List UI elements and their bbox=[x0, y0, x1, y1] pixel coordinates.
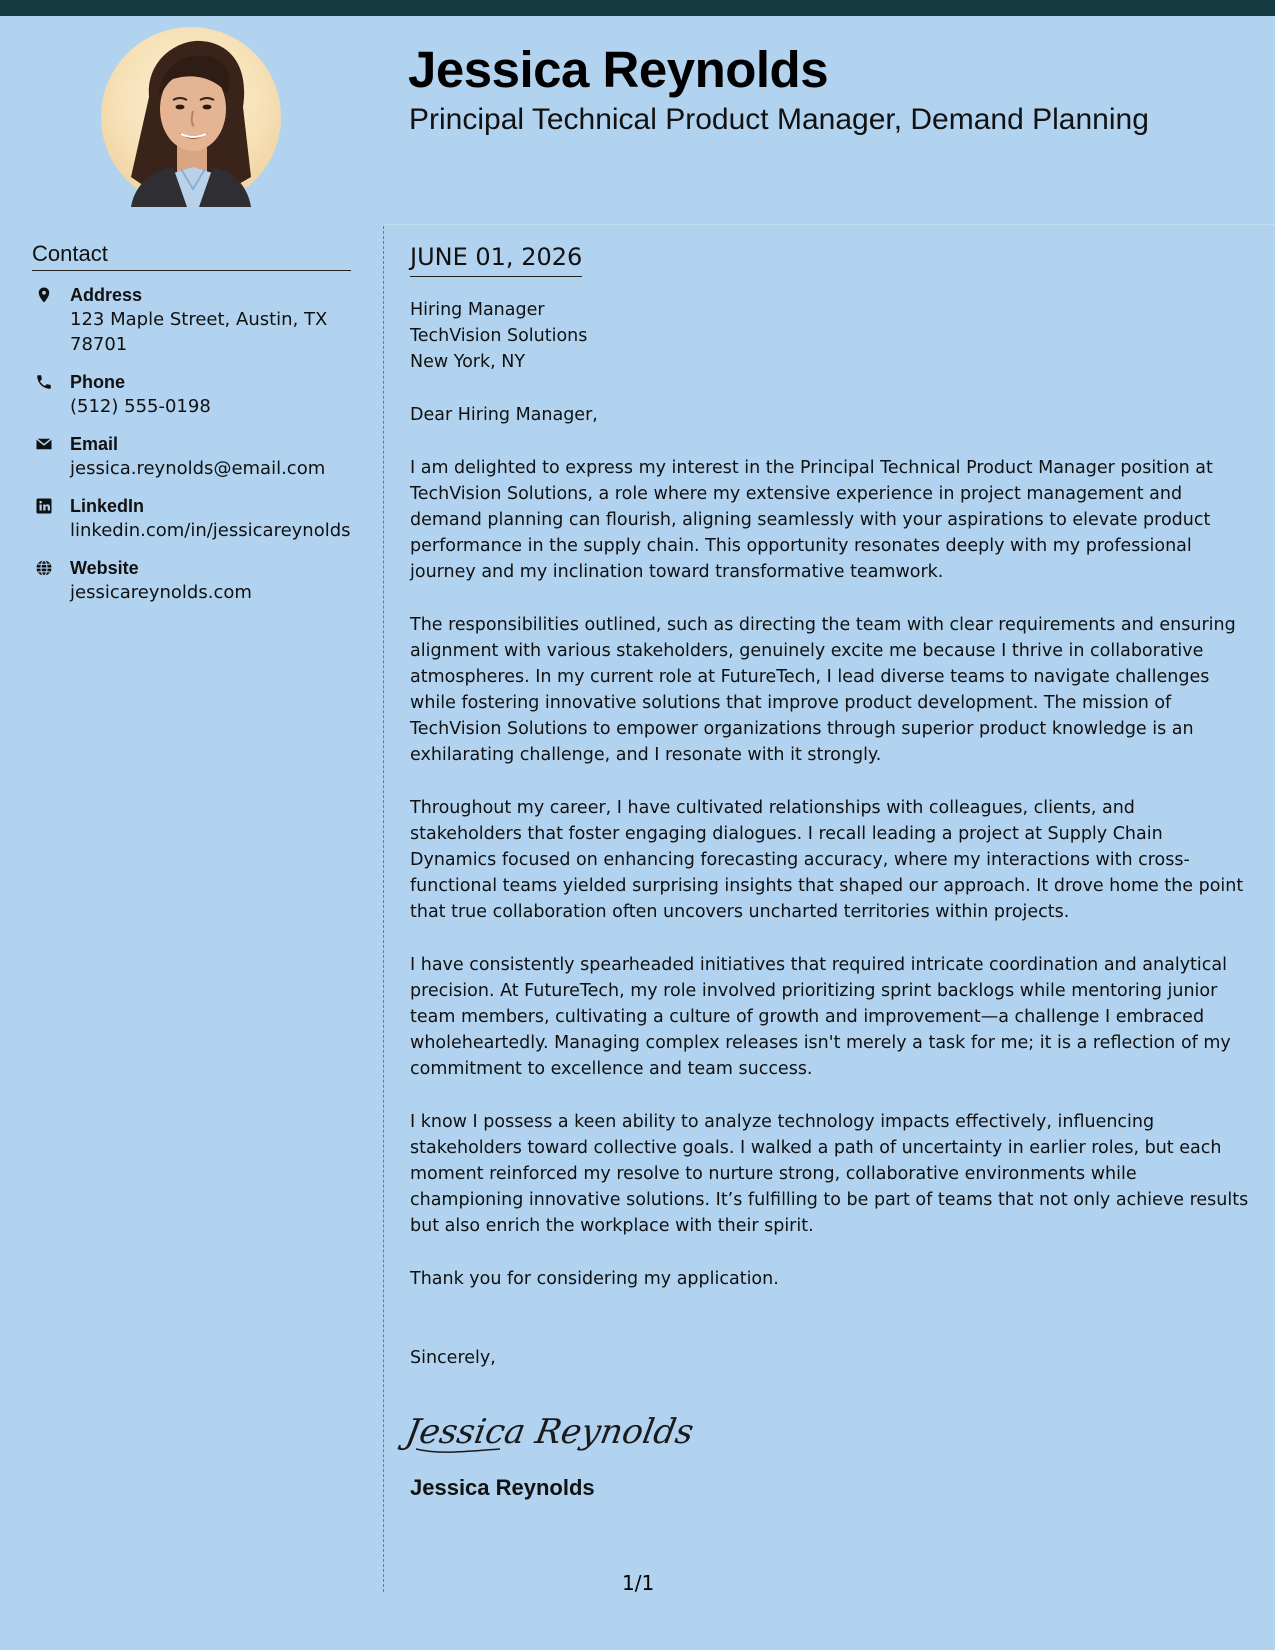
contact-phone bbox=[32, 370, 362, 419]
letter-body bbox=[402, 240, 1250, 1501]
contact-linkedin bbox=[32, 494, 362, 543]
address-label: Address bbox=[70, 285, 143, 305]
salutation: Dear Hiring Manager, bbox=[410, 405, 598, 425]
body-paragraph: Thank you for considering my application. bbox=[410, 1269, 779, 1289]
phone-icon bbox=[35, 373, 53, 391]
header-divider bbox=[384, 224, 1275, 225]
handwritten-signature bbox=[402, 1399, 1250, 1463]
contact-email bbox=[32, 432, 362, 481]
contact-address bbox=[32, 283, 362, 357]
profile-photo bbox=[101, 27, 281, 207]
location-pin-icon bbox=[35, 286, 53, 304]
recipient-line: TechVision Solutions bbox=[410, 326, 588, 346]
email-label: Email bbox=[70, 434, 119, 454]
signer-name: Jessica Reynolds bbox=[410, 1475, 595, 1500]
page-number: 1/1 bbox=[622, 1571, 655, 1595]
top-accent-bar bbox=[0, 0, 1275, 16]
contact-website bbox=[32, 556, 362, 605]
recipient-block bbox=[410, 297, 1250, 375]
address-value: 123 Maple Street, Austin, TX 78701 bbox=[70, 309, 328, 355]
body-paragraph: I know I possess a keen ability to analyze technology impacts effectively, influencing stakeholders toward collective goals. I walked a path of uncertainty in earlier roles, but each moment reinforced my resolve to nurture strong, collaborative environments while championing innovative solutions. It’s fulfilling to be part of teams that not only achieve results but also enrich the workplace with their spirit. bbox=[410, 1112, 1249, 1236]
applicant-name: Jessica Reynolds bbox=[408, 41, 829, 98]
body-paragraph: I have consistently spearheaded initiatives that required intricate coordination and analytical precision. At FutureTech, my role involved prioritizing sprint backlogs while mentoring junior team members, cultivating a culture of growth and improvement—a challenge I embraced wholeheartedly. Managing complex releases isn't merely a task for me; it is a reflection of my commitment to excellence and team success. bbox=[410, 955, 1231, 1079]
phone-label: Phone bbox=[70, 372, 126, 392]
letter-date: JUNE 01, 2026 bbox=[410, 240, 582, 277]
column-divider bbox=[383, 226, 384, 1592]
contact-list bbox=[32, 283, 362, 618]
phone-value: (512) 555-0198 bbox=[70, 396, 211, 417]
body-paragraph: I am delighted to express my interest in the Principal Technical Product Manager position at TechVision Solutions, a role where my extensive experience in project management and demand planning can flourish, aligning seamlessly with your aspirations to elevate product performance in the supply chain. This opportunity resonates deeply with my professional journey and my inclination toward transformative teamwork. bbox=[410, 458, 1213, 582]
applicant-job-title: Principal Technical Product Manager, Demand Planning bbox=[409, 103, 1149, 136]
website-value[interactable]: jessicareynolds.com bbox=[70, 582, 252, 603]
contact-heading: Contact bbox=[32, 241, 351, 271]
email-value[interactable]: jessica.reynolds@email.com bbox=[70, 458, 326, 479]
signature-text: Jessica Reynolds bbox=[402, 1412, 697, 1452]
closing: Sincerely, bbox=[410, 1348, 496, 1368]
body-paragraph: The responsibilities outlined, such as directing the team with clear requirements and ensuring alignment with various stakeholders, genuinely excite me because I thrive in collaborative atmospheres. In my current role at FutureTech, I lead diverse teams to navigate challenges while fostering innovative solutions that improve product development. The mission of TechVision Solutions to empower organizations through superior product knowledge is an exhilarating challenge, and I resonate with it strongly. bbox=[410, 615, 1236, 765]
globe-icon bbox=[35, 559, 53, 577]
envelope-icon bbox=[35, 435, 53, 453]
linkedin-value[interactable]: linkedin.com/in/jessicareynolds bbox=[70, 520, 351, 541]
linkedin-icon bbox=[35, 497, 53, 515]
body-paragraph: Throughout my career, I have cultivated relationships with colleagues, clients, and stakeholders that foster engaging dialogues. I recall leading a project at Supply Chain Dynamics focused on enhancing forecasting accuracy, where my interactions with cross-functional teams yielded surprising insights that shaped our approach. It drove home the point that true collaboration often uncovers uncharted territories within projects. bbox=[410, 798, 1244, 922]
recipient-line: Hiring Manager bbox=[410, 300, 545, 320]
linkedin-label: LinkedIn bbox=[70, 496, 145, 516]
recipient-line: New York, NY bbox=[410, 352, 526, 372]
website-label: Website bbox=[70, 558, 139, 578]
